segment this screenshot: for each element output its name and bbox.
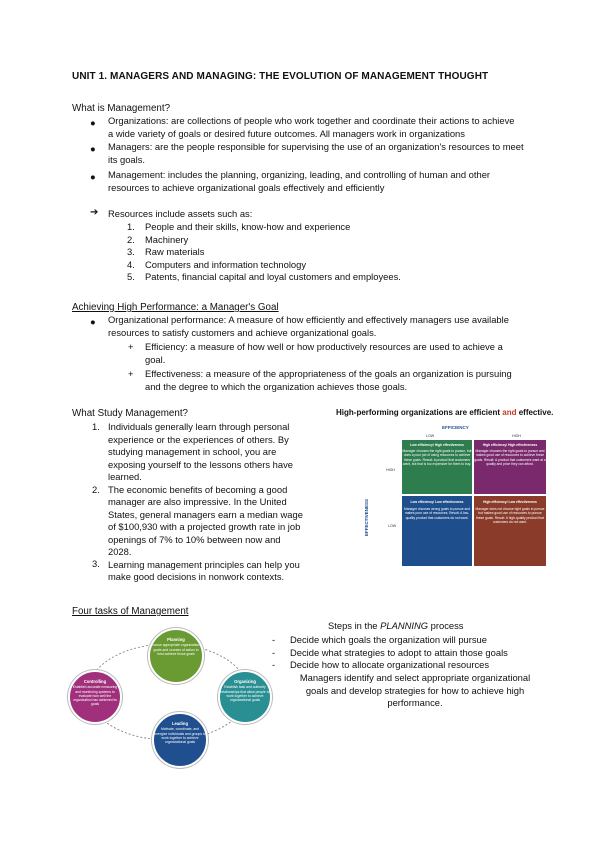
list-item: Patents, financial capital and loyal customers and employees. [145,271,401,282]
matrix-cell-high-eff-high-eff: High efficiency/ High effectiveness Manager chooses the right goals to pursue and makes good use of resources to achieve these goals. Result: A product that customers want at a quality and price they can afford. [474,440,546,494]
four-tasks-heading: Four tasks of Management [72,606,189,617]
list-item: Decide how to allocate organizational resources [290,659,490,670]
resource-numbers: 1. 2. 3. 4. 5. [127,221,135,282]
matrix-cell-low-eff-high-eff: Low efficiency/ High effectiveness Manager chooses the right goals to pursue, but does a poor job of using resources to achieve these goals. Result: A product that customers want, but that is too expensive for them to buy. [402,440,472,494]
effectiveness-axis-label: EFFECTIVENESS [364,498,369,536]
bullet-icon: ● [90,143,96,154]
efficiency-matrix [364,424,562,574]
planning-steps-heading: Steps in the PLANNING process [328,620,464,631]
list-item: The economic benefits of becoming a good manager are also impressive. In the United States, general managers earn a median wage of $100,930 with a projected growth rate in job openings of 7% to 10% between now and 2028. [108,483,303,557]
planning-circle: Planning Choose appropriate organizational goals and courses of action to best achieve those goals [148,628,204,684]
what-is-heading: What is Management? [72,103,171,114]
plus-icon: + [128,368,134,379]
four-tasks-diagram [68,624,268,774]
leading-circle: Leading Motivate, coordinate, and energize individuals and groups to work together to achieve organizational goals [152,712,208,768]
list-item: Decide what strategies to adopt to attain those goals [290,646,508,658]
why-study-heading: What Study Management? [72,408,188,419]
list-item: Machinery [145,233,189,245]
why-list [108,421,326,584]
organizing-circle: Organizing Establish task and authority relationships that allow people to work together to achieve organizational goals [218,670,272,724]
resource-list [145,221,401,284]
matrix-cell-high-eff-low-eff: High efficiency/ Low effectiveness Manager does not choose right goals to pursue but makes good use of resources to pursue these goals. Result: A high-quality product that customers do not want. [474,496,546,566]
arrow-icon: ➔ [90,207,99,218]
row-high-label: HIGH [386,468,395,472]
page-title: UNIT 1. MANAGERS AND MANAGING: THE EVOLUTION OF MANAGEMENT THOUGHT [72,71,489,82]
step-dashes: - - - [272,634,276,670]
planning-steps-list [290,634,508,672]
bullet-icon: ● [90,316,96,327]
efficiency-axis-label: EFFICIENCY [442,425,469,430]
list-item: Decide which goals the organization will pursue [290,634,487,645]
plus-icon: + [128,341,134,352]
list-item: Raw materials [145,246,205,257]
bullet-icon: ● [90,171,96,182]
list-item: People and their skills, know-how and experience [145,221,351,232]
list-item: Efficiency: a measure of how well or how productively resources are used to achieve a goal. [145,341,503,365]
high-performance-heading: Achieving High Performance: a Manager's Goal [72,302,279,313]
controlling-circle: Controlling Establish accurate measuring and monitoring systems to evaluate how well the organization has achieved its goals [68,670,122,724]
planning-summary: Managers identify and select appropriate organizational goals and develop strategies for how to achieve high performance. [299,672,531,708]
caption-and: and [502,408,517,417]
list-item: Computers and information technology [145,258,307,270]
row-low-label: LOW [388,524,397,528]
resources-intro: Resources include assets such as: [108,208,253,219]
col-high-label: HIGH [512,434,521,438]
list-item: Effectiveness: a measure of the appropriateness of the goals an organization is pursuing and the degree to which the organization achieves those goals. [145,368,512,392]
bullet-icon: ● [90,117,96,128]
matrix-cell-low-eff-low-eff: Low efficiency/ Low effectiveness Manager chooses wrong goals to pursue and makes poor use of resources. Result: A low-quality product that customers do not want. [402,496,472,566]
list-item: Management: includes the planning, organizing, leading, and controlling of human and other resources to achieve organizational goals effectively and efficiently [108,169,491,193]
matrix-caption: High-performing organizations are efficient and effective. [336,408,554,417]
list-item: Managers: are the people responsible for supervising the use of an organization's resources to meet its goals. [108,141,524,165]
why-numbers: 1. 2. 3. [92,421,100,569]
list-item: Organizational performance: A measure of how efficiently and effectively managers use available resources to satisfy customers and achieve organizational goals. [108,314,509,338]
list-item: Learning management principles can help you make good decisions in nonwork contexts. [108,558,300,582]
list-item: Organizations: are collections of people who work together and coordinate their actions to achieve a wide variety of goals or desired future outcomes. All managers work in organizations [108,115,515,139]
list-item: Individuals generally learn through personal experience or the experiences of others. By studying management in school, you are exposing yourself to the lessons others have learned. [108,421,294,482]
col-low-label: LOW [426,434,435,438]
